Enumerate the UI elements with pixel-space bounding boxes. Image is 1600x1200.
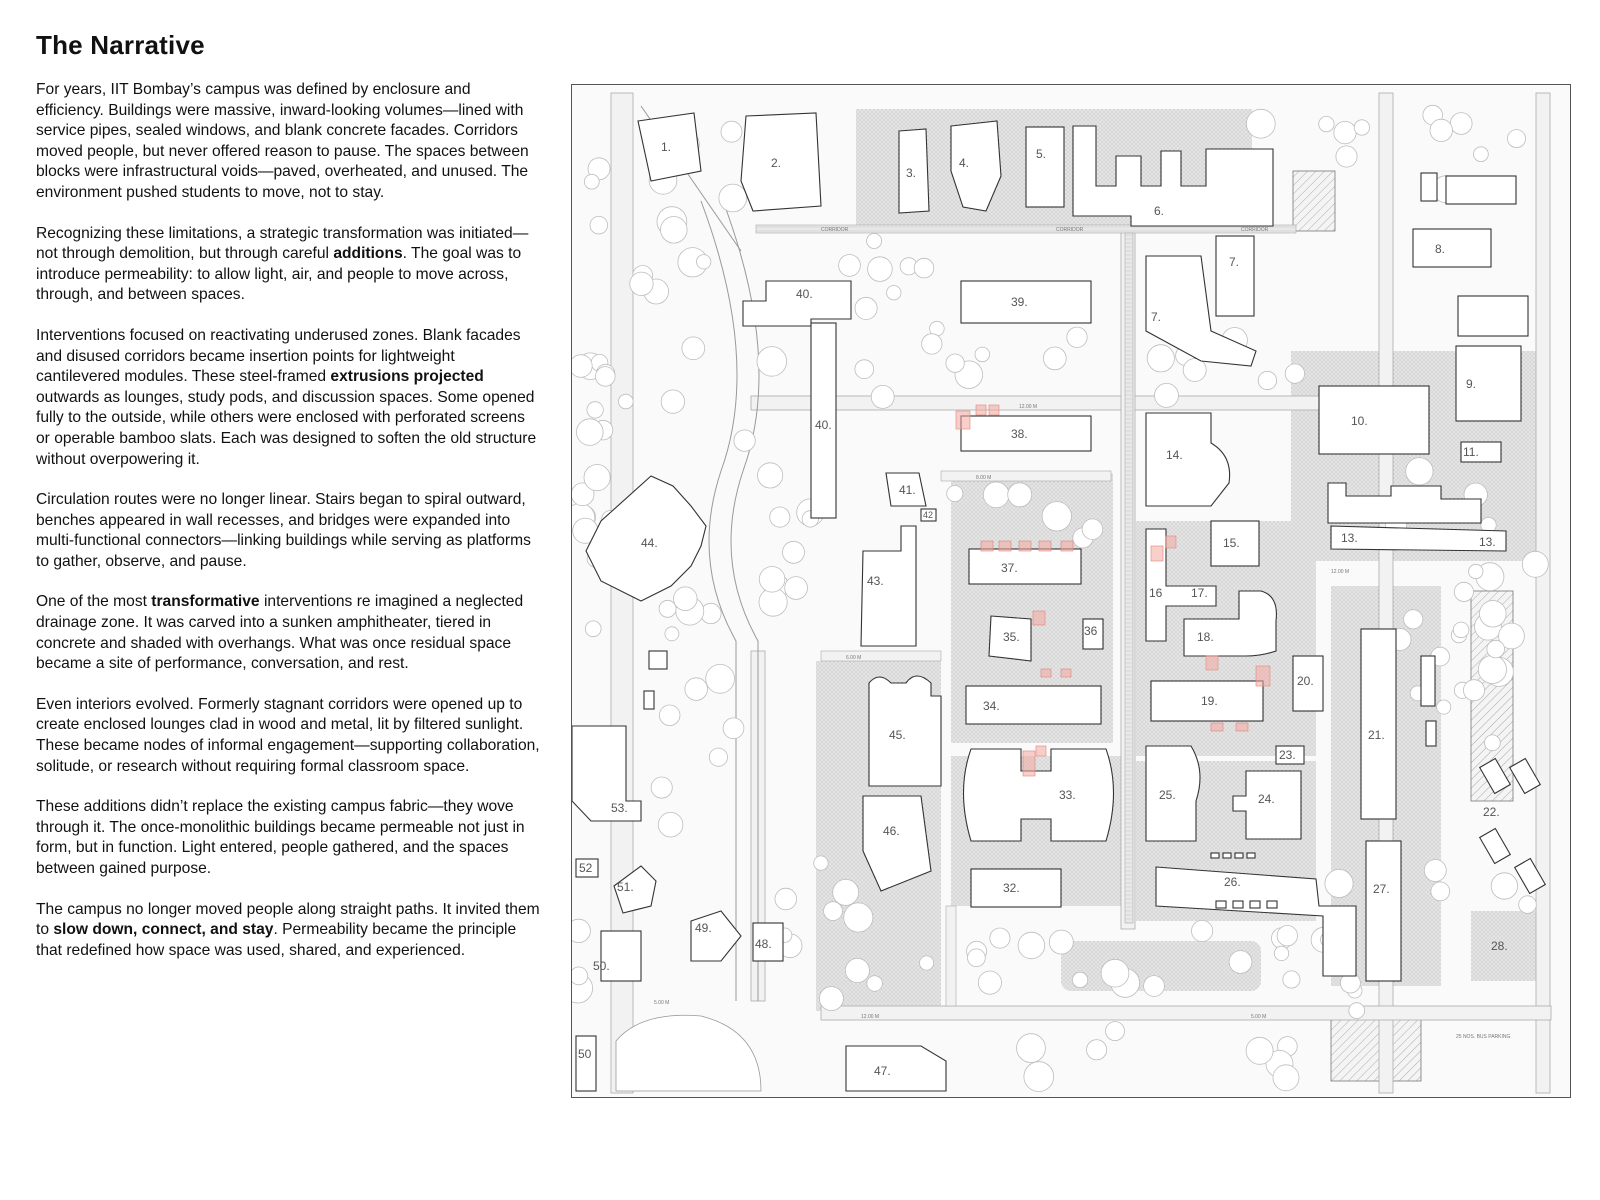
tree-symbol <box>1277 926 1297 946</box>
tree-symbol <box>1464 680 1485 701</box>
tree-symbol <box>824 902 843 921</box>
tree-symbol <box>770 507 790 527</box>
emphasis-text: transformative <box>151 593 260 611</box>
tree-symbol <box>839 255 861 277</box>
road-width-label: 8.00 M <box>976 475 992 481</box>
building-label: 35. <box>1003 630 1020 644</box>
tree-symbol <box>990 928 1010 948</box>
building-label: 13. <box>1341 531 1358 545</box>
tree-symbol <box>661 217 688 244</box>
tree-symbol <box>871 385 894 408</box>
tree-symbol <box>1404 610 1423 629</box>
building-label: 9. <box>1466 377 1477 391</box>
tree-symbol <box>833 879 859 905</box>
building-label: 8. <box>1435 242 1446 256</box>
text-run: interventions re imagined a neglected drainage zone. It was carved into a sunken amphitheater, tiered in concrete and shaded with overhangs. What was once residual space became a site of performance, conversation, and rest. <box>36 593 524 673</box>
text-run: These additions didn’t replace the existing campus fabric—they wove through it. The once-monolithic buildings became permeable not just in form, but in function. Light entered, people gathered, and the spaces between gained purpose. <box>36 798 525 877</box>
tree-symbol <box>1283 971 1300 988</box>
building-label: 34. <box>983 699 1000 713</box>
tree-symbol <box>978 971 1001 994</box>
tree-symbol <box>1192 920 1213 941</box>
building-label: 7. <box>1229 255 1240 269</box>
narrative-paragraph <box>36 80 541 204</box>
building-misc-a <box>649 651 667 669</box>
building-misc-d <box>1426 721 1436 746</box>
tree-symbol <box>1183 359 1206 382</box>
tree-symbol <box>1043 347 1066 370</box>
building-label: 50 <box>578 1047 592 1061</box>
narrative-paragraph <box>36 326 541 470</box>
tree-symbol <box>590 216 608 234</box>
corridor-label: CORRIDOR <box>1056 227 1084 233</box>
building-label: 22. <box>1483 805 1500 819</box>
building-label: 17. <box>1191 586 1208 600</box>
text-run: outwards as lounges, study pods, and discussion spaces. Some opened fully to the outside, while others were enclosed with perforated screens or operable bamboo slats. Each was designed to soften the old structure without overpowering it. <box>36 388 537 468</box>
building-misc-b <box>644 691 654 709</box>
tree-symbol <box>1106 1022 1125 1041</box>
tree-symbol <box>1474 147 1489 162</box>
tree-symbol <box>706 664 735 693</box>
tree-symbol <box>1229 951 1252 974</box>
narrative-paragraph <box>36 797 541 879</box>
narrative-paragraph <box>36 490 541 572</box>
tree-symbol <box>775 888 797 910</box>
text-run: Recognizing these limitations, a strategic transformation was initiated—not through demolition, but through careful <box>36 224 529 263</box>
building-label: 26. <box>1224 875 1241 889</box>
building-label: 41. <box>899 483 916 497</box>
corridor-label: CORRIDOR <box>821 227 849 233</box>
tree-symbol <box>1334 121 1356 143</box>
building-50a <box>601 931 641 981</box>
tree-symbol <box>1101 959 1129 987</box>
building-label: 43. <box>867 574 884 588</box>
tree-symbol <box>665 627 679 641</box>
tree-symbol <box>630 272 653 295</box>
tree-symbol <box>577 419 604 446</box>
tree-symbol <box>1508 130 1526 148</box>
building-label: 48. <box>755 937 772 951</box>
tree-symbol <box>759 567 785 593</box>
tree-symbol <box>585 621 601 637</box>
building-49 <box>691 911 741 961</box>
building-label: 37. <box>1001 561 1018 575</box>
building-label: 3. <box>906 166 917 180</box>
tree-symbol <box>1285 364 1304 383</box>
narrative-paragraph <box>36 695 541 777</box>
text-run: One of the most <box>36 593 152 611</box>
building-label: 52 <box>579 861 593 875</box>
tree-symbol <box>1087 1040 1107 1060</box>
tree-symbol <box>785 577 808 600</box>
building-label: 40. <box>815 418 832 432</box>
tree-symbol <box>920 956 934 970</box>
tree-symbol <box>855 360 874 379</box>
building-label: 36 <box>1084 624 1098 638</box>
building-5 <box>1026 127 1064 207</box>
text-run: Even interiors evolved. Formerly stagnant corridors were opened up to create enclosed lounges clad in wood and metal, lit by filtered sunlight. These became nodes of informal engagement—supporting collaboration, solitude, or research without requiring formal classroom space. <box>36 695 540 775</box>
road-width-label: 6.00 M <box>846 655 862 661</box>
building-label: 21. <box>1368 728 1385 742</box>
tree-symbol <box>1246 1037 1273 1064</box>
tree-symbol <box>1049 930 1073 954</box>
tree-symbol <box>572 355 592 378</box>
campus-site-plan <box>571 84 1571 1098</box>
tree-symbol <box>1319 116 1334 131</box>
narrative-paragraph <box>36 900 541 962</box>
tree-symbol <box>1437 700 1451 714</box>
building-label: 6. <box>1154 204 1165 218</box>
building-label: 24. <box>1258 792 1275 806</box>
road-width-label: 5.00 M <box>1251 1014 1267 1020</box>
tree-symbol <box>1018 932 1045 959</box>
emphasis-text: extrusions projected <box>330 368 484 386</box>
tree-symbol <box>1155 383 1179 407</box>
tree-symbol <box>1454 582 1473 601</box>
tree-symbol <box>819 987 843 1011</box>
building-label: 2. <box>771 156 782 170</box>
tree-symbol <box>1522 551 1548 577</box>
tree-symbol <box>685 678 708 701</box>
narrative-paragraph <box>36 224 541 306</box>
building-7a <box>1216 236 1254 316</box>
tree-symbol <box>845 958 869 982</box>
tree-symbol <box>1246 109 1275 138</box>
building-label: 40. <box>796 287 813 301</box>
narrative-text <box>36 80 541 981</box>
tree-symbol <box>1469 564 1483 578</box>
text-run: . The goal was to introduce permeability: to allow light, air, and people to move across, through, and between spaces. <box>36 245 522 304</box>
tree-symbol <box>572 919 590 942</box>
building-label: 18. <box>1197 630 1214 644</box>
building-label: 44. <box>641 536 658 550</box>
narrative-paragraph <box>36 592 541 674</box>
building-50b <box>576 1036 596 1091</box>
tree-symbol <box>1480 601 1507 628</box>
building-label: 45. <box>889 728 906 742</box>
road-width-label: 12.00 M <box>1331 569 1350 575</box>
tree-symbol <box>814 856 828 870</box>
building-label: 11. <box>1463 445 1479 459</box>
tree-symbol <box>1017 1034 1046 1063</box>
building-label: 4. <box>959 156 970 170</box>
building-label: 47. <box>874 1064 891 1078</box>
emphasis-text: additions <box>333 245 403 263</box>
site-plan-drawing <box>572 85 1570 1097</box>
tree-symbol <box>1024 1062 1054 1092</box>
road-width-label: 12.00 M <box>861 1014 880 1020</box>
building-14 <box>1146 413 1230 506</box>
building-label: 20. <box>1297 674 1314 688</box>
tree-symbol <box>1274 946 1288 960</box>
building-label: 14. <box>1166 448 1183 462</box>
building-label: 16 <box>1149 586 1163 600</box>
building-label: 1. <box>661 140 672 154</box>
tree-symbol <box>1147 345 1174 372</box>
building-label: 7. <box>1151 310 1162 324</box>
tree-symbol <box>1450 113 1472 135</box>
building-label: 50. <box>593 959 610 973</box>
tree-symbol <box>1487 640 1505 658</box>
building-label: 10. <box>1351 414 1368 428</box>
tree-symbol <box>1042 502 1071 531</box>
building-8b <box>1446 176 1516 204</box>
text-run: Interventions focused on reactivating underused zones. Blank facades and disused corridors became insertion points for lightweight cantilevered modules. These steel-framed <box>36 326 521 386</box>
tree-symbol <box>709 748 727 766</box>
tree-symbol <box>719 184 747 212</box>
tree-symbol <box>723 718 744 739</box>
tree-symbol <box>587 402 603 418</box>
tree-symbol <box>983 482 1009 508</box>
tree-symbol <box>844 903 873 932</box>
building-label: 33. <box>1059 788 1076 802</box>
tree-symbol <box>757 347 787 377</box>
building-22c <box>1480 829 1511 864</box>
tree-symbol <box>914 258 934 278</box>
tree-symbol <box>1325 869 1353 897</box>
tree-symbol <box>682 337 705 360</box>
text-run: For years, IIT Bombay’s campus was defined by enclosure and efficiency. Buildings were massive, inward-looking volumes—lined with service pipes, sealed windows, and blank concrete facades. Corridors moved people, but never offered reason to pause. The spaces between blocks were infrastructural voids—paved, overheated, and unused. The environment pushed students to move, not to stay. <box>36 81 529 201</box>
building-label: 25. <box>1159 788 1176 802</box>
tree-symbol <box>1478 655 1506 683</box>
text-run: Circulation routes were no longer linear. Stairs began to spiral outward, benches appeared in wall recesses, and bridges were expanded into multi-functional connectors—linking buildings while serving as platforms to gather, observe, and pause. <box>36 491 531 570</box>
tree-symbol <box>968 949 986 967</box>
tree-symbol <box>975 347 990 362</box>
road-width-label: 5.00 M <box>654 1000 670 1006</box>
tree-symbol <box>572 967 588 985</box>
tree-symbol <box>674 587 698 611</box>
tree-symbol <box>659 705 680 726</box>
tree-symbol <box>1082 519 1103 540</box>
building-misc-c <box>1421 656 1435 706</box>
building-label: 15. <box>1223 536 1240 550</box>
tree-symbol <box>1519 896 1537 914</box>
tree-symbol <box>855 297 877 319</box>
tree-symbol <box>946 354 964 372</box>
tree-symbol <box>1485 735 1501 751</box>
tree-symbol <box>584 174 599 189</box>
tree-symbol <box>867 234 882 249</box>
building-label: 13. <box>1479 535 1496 549</box>
tree-symbol <box>1406 458 1433 485</box>
tree-symbol <box>1273 1065 1299 1091</box>
tree-symbol <box>1354 120 1369 135</box>
tree-symbol <box>887 286 901 300</box>
building-label: 42 <box>923 510 934 520</box>
building-label: 39. <box>1011 295 1028 309</box>
building-label: 32. <box>1003 881 1020 895</box>
tree-symbol <box>721 121 742 142</box>
tree-symbol <box>1453 622 1469 638</box>
bus-parking-label: 25 NOS. BUS PARKING <box>1456 1034 1511 1040</box>
tree-symbol <box>758 463 783 488</box>
building-27 <box>1366 841 1401 981</box>
emphasis-text: slow down, connect, and stay <box>53 921 274 939</box>
text-run: . Permeability became the principle that redefined how space was used, shared, and experienced. <box>36 921 517 959</box>
building-label: 5. <box>1036 147 1047 161</box>
tree-symbol <box>1008 483 1032 507</box>
building-label: 28. <box>1491 939 1508 953</box>
tree-symbol <box>734 430 755 451</box>
tree-symbol <box>584 465 610 491</box>
building-21 <box>1361 629 1396 819</box>
tree-symbol <box>658 812 683 837</box>
tree-symbol <box>651 777 672 798</box>
corridor-label: CORRIDOR <box>1241 227 1269 233</box>
building-label: 46. <box>883 824 900 838</box>
building-label: 19. <box>1201 694 1218 708</box>
building-47 <box>846 1046 946 1091</box>
tree-symbol <box>947 486 963 502</box>
tree-symbol <box>922 334 942 354</box>
building-8 <box>1413 229 1491 267</box>
building-label: 51. <box>617 880 634 894</box>
building-label: 49. <box>695 921 712 935</box>
building-37 <box>969 549 1081 584</box>
road-width-label: 12.00 M <box>1019 404 1038 410</box>
tree-symbol <box>661 390 684 413</box>
building-8d <box>1458 296 1528 336</box>
tree-symbol <box>1258 371 1276 389</box>
tree-symbol <box>1491 873 1517 899</box>
tree-symbol <box>1072 972 1087 987</box>
tree-symbol <box>867 976 883 992</box>
building-8c <box>1421 173 1437 201</box>
tree-symbol <box>1430 119 1452 141</box>
tree-symbol <box>868 257 893 282</box>
building-label: 53. <box>611 801 628 815</box>
tree-symbol <box>619 394 634 409</box>
tree-symbol <box>1424 860 1446 882</box>
tree-symbol <box>1349 1003 1365 1019</box>
building-label: 38. <box>1011 427 1028 441</box>
tree-symbol <box>1144 976 1165 997</box>
tree-symbol <box>1067 327 1087 347</box>
tree-symbol <box>783 541 805 563</box>
tree-symbol <box>659 600 676 617</box>
building-10 <box>1319 386 1429 454</box>
building-label: 23. <box>1279 748 1296 762</box>
page-title: The Narrative <box>36 30 205 60</box>
tree-symbol <box>1336 146 1357 167</box>
text-run: The campus no longer moved people along straight paths. It invited them to <box>36 900 540 939</box>
tree-symbol <box>596 367 616 387</box>
pond <box>616 1015 761 1091</box>
tree-symbol <box>1431 882 1450 901</box>
tree-symbol <box>697 255 711 269</box>
building-label: 27. <box>1373 882 1390 896</box>
